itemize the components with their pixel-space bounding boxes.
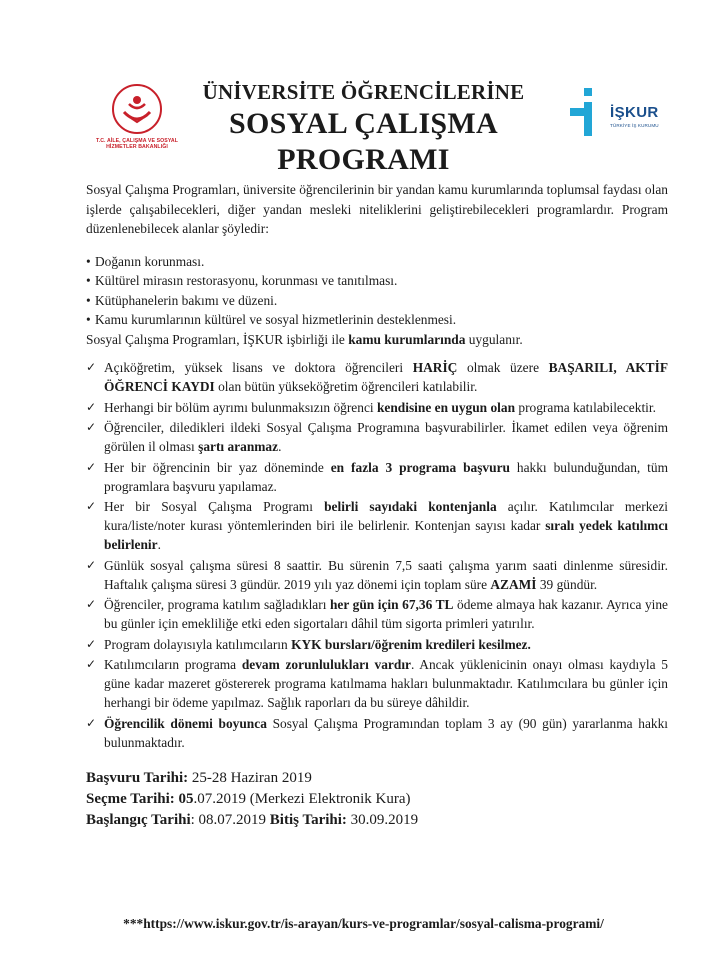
dates-block <box>86 768 668 831</box>
iskur-brand: İŞKUR <box>610 104 659 121</box>
select-date <box>86 789 668 810</box>
condition-text: açılır. Katılımcılar merkezi kura/liste/noter kurası yöntemlerinden biri ile belirlenir. Kontenjan sayısı kadar <box>104 499 668 533</box>
area-text: Kamu kurumlarının kültürel ve sosyal hizmetlerinin desteklenmesi. <box>95 312 457 327</box>
check-icon: ✓ <box>86 636 97 651</box>
list-item <box>86 497 668 554</box>
title-line-3: PROGRAMI <box>277 143 450 176</box>
list-item <box>86 556 668 594</box>
condition-text: . <box>278 439 282 454</box>
select-date-value: .07.2019 (Merkezi Elektronik Kura) <box>193 790 411 807</box>
iskur-subtitle: TÜRKİYE İŞ KURUMU <box>610 123 659 128</box>
condition-text: ödeme almaya hak kazanır. Ayrıca yine bu günler için emekliliğe etki eden sigortaları dâhil tüm sigorta primleri yatırılır. <box>104 597 668 631</box>
document-body <box>86 180 668 831</box>
select-date-day: 05 <box>178 790 194 807</box>
condition-text: Katılımcıların programa <box>104 657 242 672</box>
start-date-value: : 08.07.2019 <box>190 811 270 828</box>
condition-text: Program dolayısıyla katılımcıların <box>104 636 292 652</box>
condition-emphasis: kendisine en uygun olan <box>376 399 516 415</box>
list-item <box>86 398 668 417</box>
list-item <box>86 418 668 456</box>
apply-date <box>86 768 668 789</box>
end-date-value: 30.09.2019 <box>346 811 419 828</box>
area-text: Doğanın korunması. <box>95 253 205 269</box>
cooperation-note <box>86 330 668 350</box>
coop-bold: kamu kurumlarında <box>348 331 466 347</box>
condition-emphasis: HARİÇ <box>412 360 458 375</box>
condition-text: Öğrenciler, diledikleri ildeki Sosyal Çalışma Programına başvurabilirler. İkamet edilen veya öğrenim görülen il olması <box>104 420 668 454</box>
intro-paragraph: Sosyal Çalışma Programları, üniversite öğrencilerinin bir yandan kamu kurumlarında toplumsal faydası olan işlerde çalışabilecekleri, diğer yandan mesleki niteliklerini geliştirebilecekleri programlardır. Program düzenlenebilecek alanlar şöyledir: <box>86 182 668 236</box>
condition-emphasis: belirli sayıdaki kontenjanla <box>324 499 497 514</box>
condition-text: Sosyal Çalışma Programından toplam 3 ay (90 gün) yararlanma hakkı bulunmaktadır. <box>104 715 668 750</box>
check-icon: ✓ <box>86 657 97 671</box>
bullet-icon: • <box>86 292 91 308</box>
apply-date-value: 25-28 Haziran 2019 <box>188 769 312 786</box>
title-line-1: ÜNİVERSİTE ÖĞRENCİLERİNE <box>202 80 525 104</box>
program-areas-list <box>86 252 668 330</box>
conditions-list <box>86 358 668 752</box>
check-icon: ✓ <box>86 360 97 374</box>
apply-date-label: Başvuru Tarihi: <box>86 769 189 786</box>
condition-text: 39 gündür. <box>536 576 598 592</box>
list-item <box>86 271 668 291</box>
check-icon: ✓ <box>86 715 97 730</box>
bullet-icon: • <box>86 312 91 327</box>
condition-text: . Ancak yüklenicinin onayı olması kaydıyla 5 güne kadar mazeret göstererek programa katılmama hakları bulunmaktadır. Katılımcılara bu günler için herhangi bir ödeme yapılmaz. Sağlık raporları da bu süreye dâhildir. <box>104 657 668 710</box>
condition-emphasis: Öğrencilik dönemi boyunca <box>104 715 267 731</box>
list-item <box>86 595 668 633</box>
condition-emphasis: devam zorunlulukları vardır <box>241 657 411 672</box>
area-text: Kültürel mirasın restorasyonu, korunması ve tanıtılması. <box>95 273 398 288</box>
list-item <box>86 458 668 496</box>
list-item <box>86 358 668 396</box>
condition-text: olan bütün yükseköğretim öğrencileri katılabilir. <box>214 379 478 394</box>
condition-emphasis: KYK bursları/öğrenim kredileri kesilmez. <box>291 636 531 652</box>
condition-text: programa katılabilecektir. <box>515 399 656 415</box>
program-url[interactable]: ***https://www.iskur.gov.tr/is-arayan/kurs-ve-programlar/sosyal-calisma-programi/ <box>123 916 604 931</box>
bullet-icon: • <box>86 253 91 269</box>
condition-text: Öğrenciler, programa katılım sağladıkları <box>104 597 330 612</box>
condition-emphasis: BAŞARILI, AKTİF ÖĞRENCİ KAYDI <box>104 360 668 394</box>
start-end-dates <box>86 810 668 831</box>
end-date-label: Bitiş Tarihi: <box>269 811 347 828</box>
condition-emphasis: sıralı yedek katılımcı belirlenir <box>104 518 668 552</box>
list-item <box>86 291 668 311</box>
condition-text: Herhangi bir bölüm ayrımı bulunmaksızın öğrenci <box>104 399 377 415</box>
title-line-2: SOSYAL ÇALIŞMA <box>228 107 498 140</box>
condition-emphasis: en fazla 3 programa başvuru <box>330 459 510 475</box>
condition-text: olmak üzere <box>457 360 549 375</box>
condition-text: Açıköğretim, yüksek lisans ve doktora öğrencileri <box>104 360 413 375</box>
ministry-name: T.C. AİLE, ÇALIŞMA VE SOSYAL HİZMETLER BAKANLIĞI <box>95 138 179 150</box>
list-item <box>86 252 668 272</box>
condition-emphasis: her gün için 67,36 TL <box>329 597 454 612</box>
list-item <box>86 714 668 752</box>
coop-text: Sosyal Çalışma Programları, İŞKUR işbirliği ile <box>86 331 349 347</box>
check-icon: ✓ <box>86 597 97 611</box>
list-item <box>86 310 668 330</box>
list-item <box>86 635 668 654</box>
condition-text: hakkı bulunduğundan, tüm programlara başvuru yapılamaz. <box>104 459 668 494</box>
coop-text-end: uygulanır. <box>465 331 523 347</box>
condition-text: . <box>157 537 161 552</box>
condition-emphasis: AZAMİ <box>490 576 537 592</box>
select-date-label: Seçme Tarihi: <box>86 790 179 807</box>
list-item <box>86 655 668 712</box>
check-icon: ✓ <box>86 399 97 414</box>
condition-emphasis: şartı aranmaz <box>198 439 279 454</box>
bullet-icon: • <box>86 273 91 288</box>
condition-text: Günlük sosyal çalışma süresi 8 saattir. Bu sürenin 7,5 saati çalışma yarım saati dinlenme süresidir. Haftalık çalışma süresi 3 gündür. 2019 yılı yaz dönemi için toplam süre <box>104 557 668 592</box>
check-icon: ✓ <box>86 420 97 434</box>
condition-text: Her bir Sosyal Çalışma Programı <box>104 499 325 514</box>
check-icon: ✓ <box>86 459 97 474</box>
start-date-label: Başlangıç Tarihi <box>86 811 191 828</box>
check-icon: ✓ <box>86 499 97 513</box>
condition-text: Her bir öğrencinin bir yaz döneminde <box>104 459 331 475</box>
area-text: Kütüphanelerin bakımı ve düzeni. <box>95 292 278 308</box>
check-icon: ✓ <box>86 557 97 572</box>
